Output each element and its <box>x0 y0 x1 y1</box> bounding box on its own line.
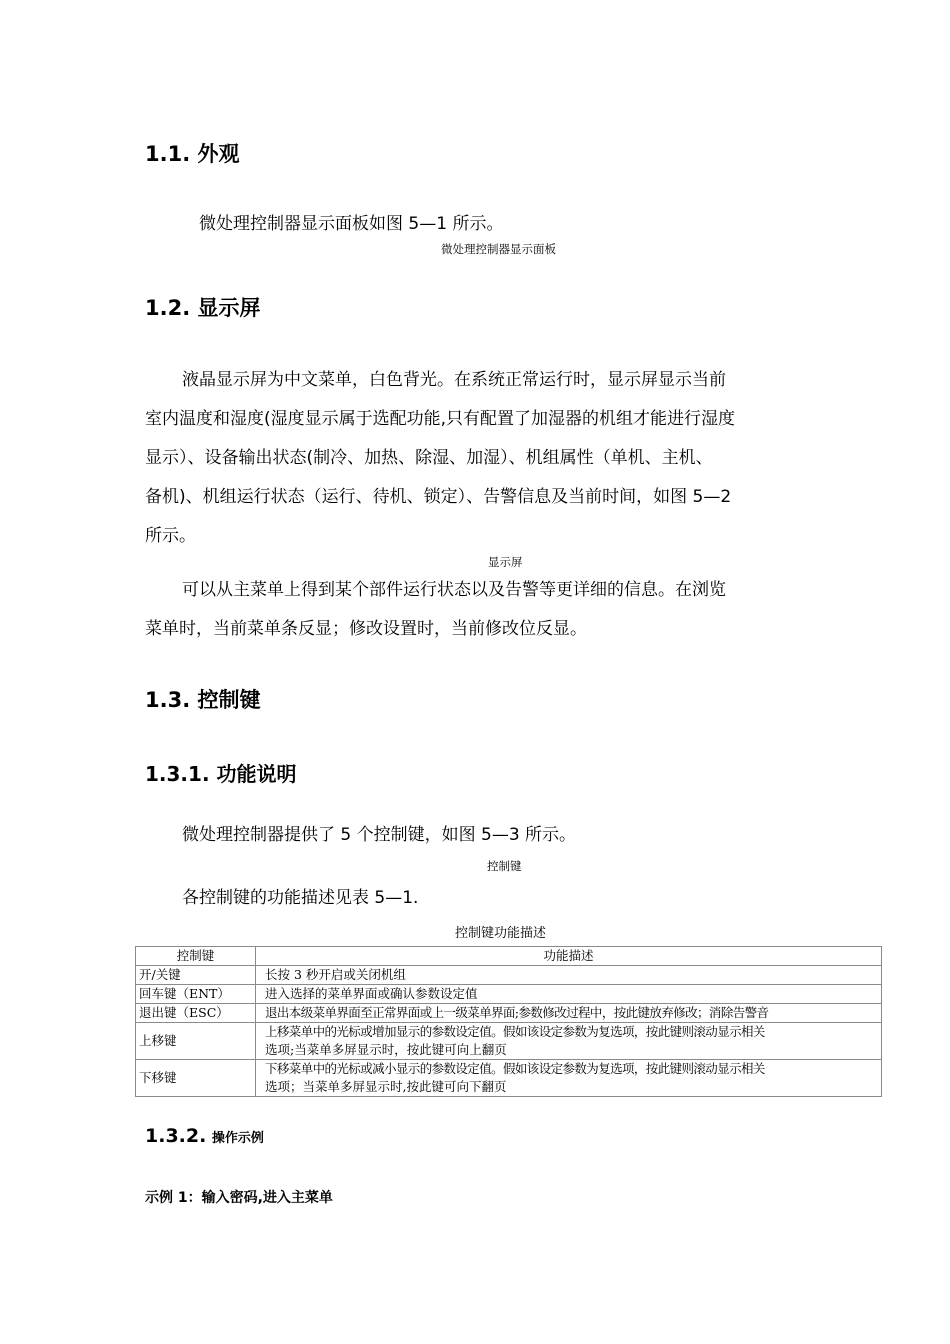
paragraph-line: 菜单时，当前菜单条反显；修改设置时，当前修改位反显。 <box>145 619 587 639</box>
section-title: 控制键 <box>197 688 261 712</box>
key-name: 开/关键 <box>136 966 256 985</box>
key-description <box>256 1060 882 1097</box>
section-number: 1.3. <box>145 688 191 712</box>
section-number: 1.2. <box>145 296 191 320</box>
heading-1-3 <box>145 684 261 714</box>
table-header-row <box>136 947 882 966</box>
table-row <box>136 966 882 985</box>
paragraph-line: 所示。 <box>145 526 196 546</box>
key-name: 回车键（ENT） <box>136 985 256 1004</box>
section-title: 外观 <box>197 142 240 166</box>
paragraph-line: 可以从主菜单上得到某个部件运行状态以及告警等更详细的信息。在浏览 <box>182 580 726 600</box>
paragraph-line: 显示）、设备输出状态(制冷、加热、除湿、加湿）、机组属性（单机、主机、 <box>145 448 713 468</box>
description-line: 下移菜单中的光标或减小显示的参数设定值。假如该设定参数为复选项，按此键则滚动显示相关 <box>265 1061 765 1076</box>
section-title: 功能说明 <box>216 762 297 786</box>
table-row <box>136 1004 882 1023</box>
heading-1-1 <box>145 138 240 168</box>
paragraph-line: 室内温度和湿度(湿度显示属于选配功能,只有配置了加湿器的机组才能进行湿度 <box>145 409 736 429</box>
section-number: 1.3.2. <box>145 1125 207 1147</box>
paragraph-line: 备机)、机组运行状态（运行、待机、锁定）、告警信息及当前时间，如图 5—2 <box>145 487 732 507</box>
heading-1-3-2 <box>145 1125 264 1147</box>
key-description: 长按 3 秒开启或关闭机组 <box>256 966 882 985</box>
display-paragraph <box>145 361 810 556</box>
heading-1-2 <box>145 292 261 322</box>
example-1-heading: 示例 1：输入密码,进入主菜单 <box>145 1190 333 1206</box>
section-title: 操作示例 <box>211 1131 264 1146</box>
menu-paragraph <box>145 571 810 649</box>
section-number: 1.1. <box>145 142 191 166</box>
appearance-paragraph: 微处理控制器显示面板如图 5—1 所示。 <box>199 214 504 234</box>
keys-paragraph: 微处理控制器提供了 5 个控制键，如图 5—3 所示。 <box>182 825 577 845</box>
key-name: 下移键 <box>136 1060 256 1097</box>
table-row <box>136 985 882 1004</box>
keys-table-reference: 各控制键的功能描述见表 5—1. <box>182 888 419 908</box>
section-number: 1.3.1. <box>145 762 210 786</box>
key-description: 进入选择的菜单界面或确认参数设定值 <box>256 985 882 1004</box>
table-header-desc: 功能描述 <box>256 947 882 966</box>
table-row <box>136 1023 882 1060</box>
table-header-key: 控制键 <box>136 947 256 966</box>
paragraph-line: 液晶显示屏为中文菜单，白色背光。在系统正常运行时，显示屏显示当前 <box>182 370 726 390</box>
figure-caption-display: 显示屏 <box>488 555 523 569</box>
figure-caption-panel: 微处理控制器显示面板 <box>441 242 556 256</box>
table-row <box>136 1060 882 1097</box>
key-description: 退出本级菜单界面至正常界面或上一级菜单界面;参数修改过程中，按此键放弃修改；消除告警音 <box>256 1004 882 1023</box>
heading-1-3-1 <box>145 758 297 787</box>
description-line: 上移菜单中的光标或增加显示的参数设定值。假如该设定参数为复选项，按此键则滚动显示相关 <box>265 1024 765 1039</box>
key-name: 退出键（ESC） <box>136 1004 256 1023</box>
control-keys-table <box>135 946 882 1097</box>
description-line: 选项;当菜单多屏显示时，按此键可向上翻页 <box>265 1042 507 1057</box>
key-name: 上移键 <box>136 1023 256 1060</box>
figure-caption-keys: 控制键 <box>487 859 522 873</box>
description-line: 选项；当菜单多屏显示时,按此键可向下翻页 <box>265 1079 507 1094</box>
table-caption: 控制键功能描述 <box>455 926 547 941</box>
section-title: 显示屏 <box>197 296 261 320</box>
key-description <box>256 1023 882 1060</box>
